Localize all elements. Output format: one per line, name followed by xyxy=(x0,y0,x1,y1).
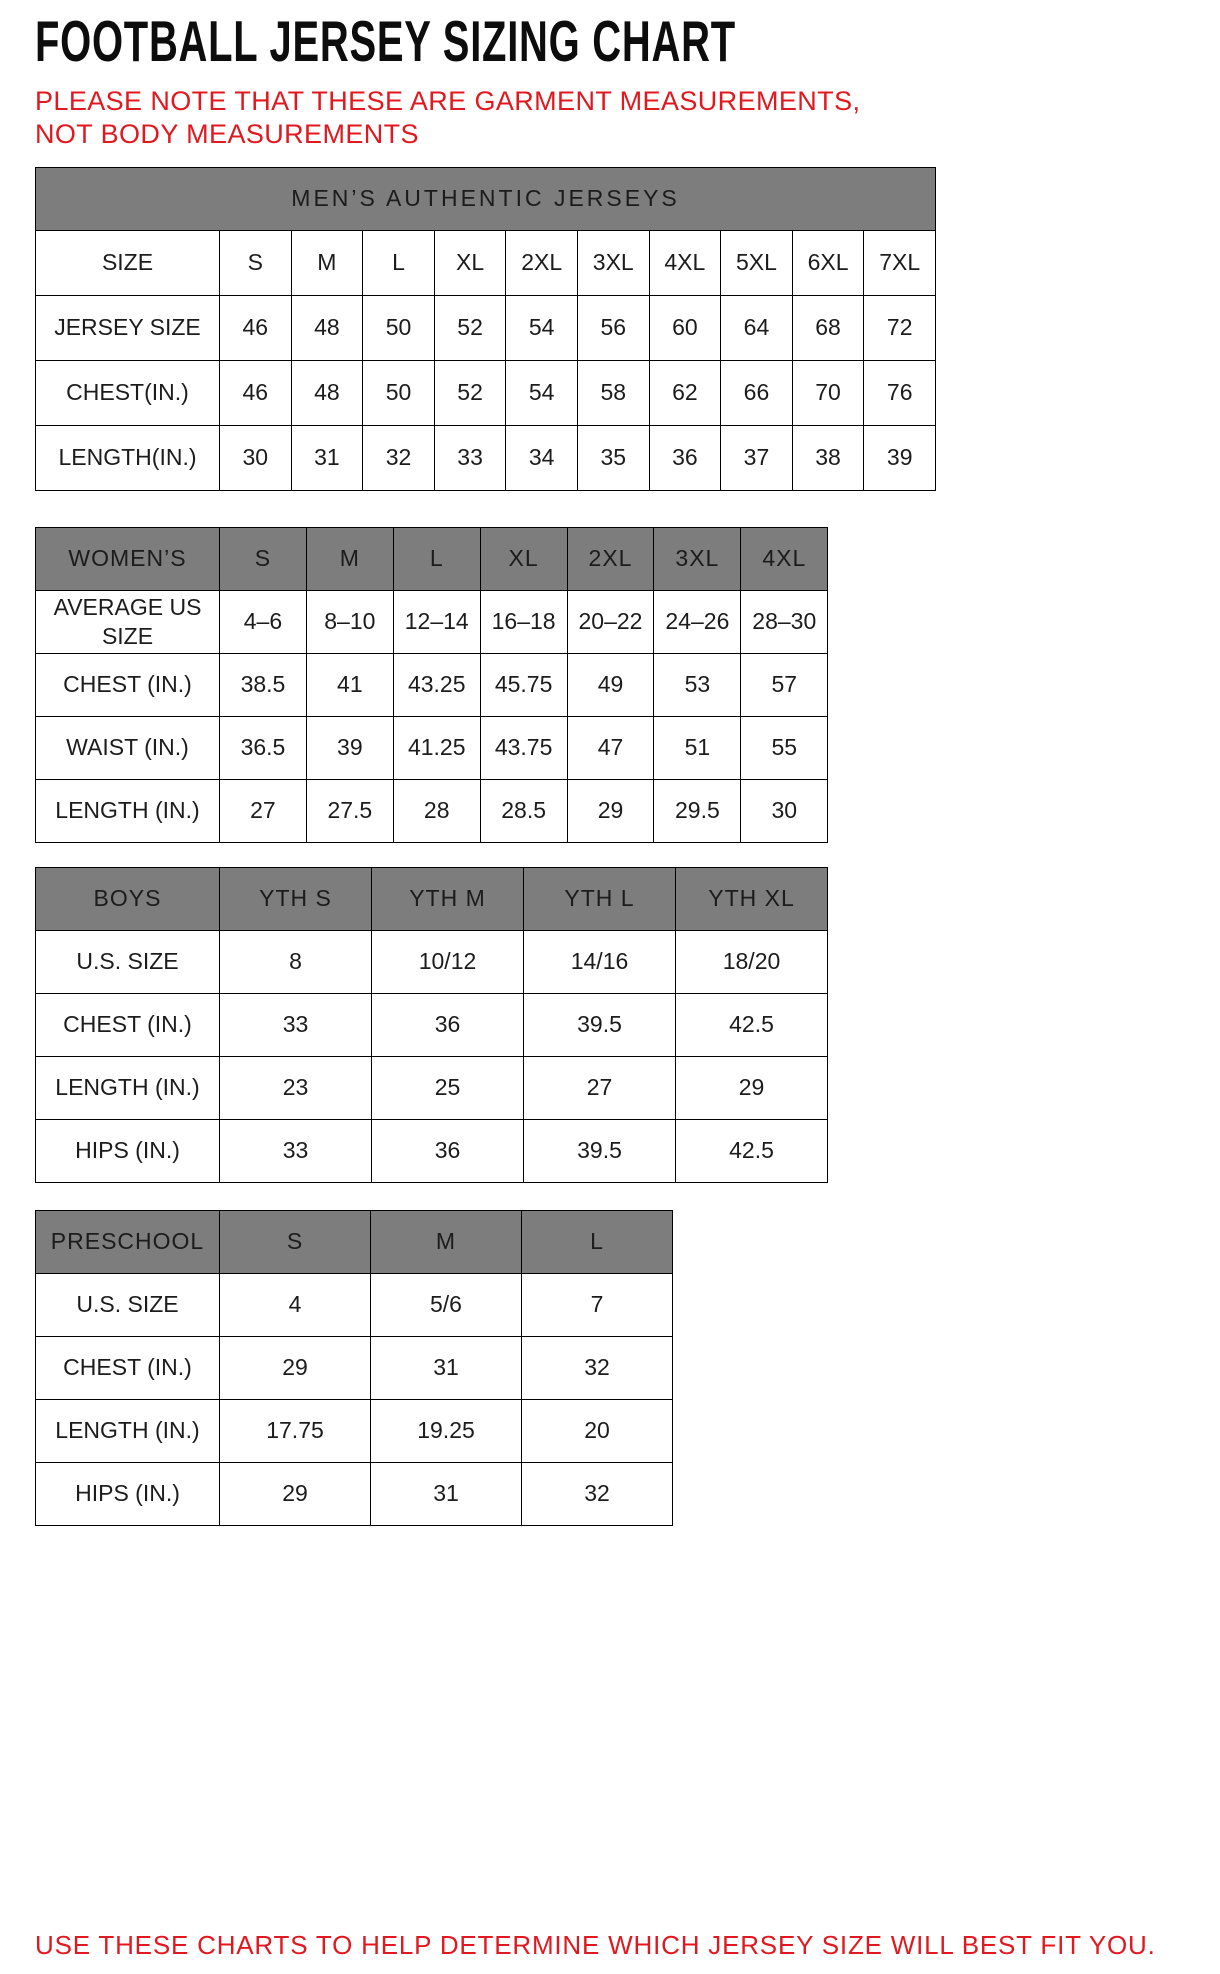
banner-row xyxy=(36,167,936,230)
row-label: LENGTH (IN.) xyxy=(36,1399,220,1462)
row-label: U.S. SIZE xyxy=(36,930,220,993)
cell: 17.75 xyxy=(220,1399,371,1462)
cell: 62 xyxy=(649,360,721,425)
cell: 55 xyxy=(741,716,828,779)
column-header: YTH S xyxy=(220,867,372,930)
boys-sizing-table xyxy=(35,867,828,1183)
header-row xyxy=(36,867,828,930)
cell: 57 xyxy=(741,653,828,716)
cell: 31 xyxy=(291,425,363,490)
row-label: LENGTH (IN.) xyxy=(36,779,220,842)
cell: 3XL xyxy=(577,230,649,295)
cell: 12–14 xyxy=(393,590,480,653)
cell: 36.5 xyxy=(220,716,307,779)
cell: 5/6 xyxy=(371,1273,522,1336)
cell: M xyxy=(291,230,363,295)
column-header: 4XL xyxy=(741,527,828,590)
cell: 50 xyxy=(363,295,435,360)
cell: S xyxy=(220,230,292,295)
cell: 33 xyxy=(220,993,372,1056)
column-header: YTH M xyxy=(372,867,524,930)
cell: 39 xyxy=(864,425,936,490)
cell: 68 xyxy=(792,295,864,360)
cell: 42.5 xyxy=(676,993,828,1056)
cell: 39 xyxy=(306,716,393,779)
mens-banner: MEN’S AUTHENTIC JERSEYS xyxy=(36,167,936,230)
cell: 29 xyxy=(676,1056,828,1119)
cell: 48 xyxy=(291,360,363,425)
cell: 64 xyxy=(721,295,793,360)
cell: 39.5 xyxy=(524,1119,676,1182)
cell: 31 xyxy=(371,1336,522,1399)
cell: 32 xyxy=(522,1462,673,1525)
womens-header-label: WOMEN’S xyxy=(36,527,220,590)
cell: 29 xyxy=(220,1336,371,1399)
cell: 52 xyxy=(434,360,506,425)
cell: 25 xyxy=(372,1056,524,1119)
cell: 4 xyxy=(220,1273,371,1336)
row-label: LENGTH (IN.) xyxy=(36,1056,220,1119)
cell: 4–6 xyxy=(220,590,307,653)
cell: 37 xyxy=(721,425,793,490)
header-row xyxy=(36,1210,673,1273)
cell: 46 xyxy=(220,360,292,425)
garment-measurements-note: PLEASE NOTE THAT THESE ARE GARMENT MEASUREMENTS, NOT BODY MEASUREMENTS xyxy=(35,85,861,149)
cell: 10/12 xyxy=(372,930,524,993)
cell: 36 xyxy=(649,425,721,490)
cell: 28–30 xyxy=(741,590,828,653)
table-row xyxy=(36,1462,673,1525)
cell: 7 xyxy=(522,1273,673,1336)
cell: 58 xyxy=(577,360,649,425)
cell: 14/16 xyxy=(524,930,676,993)
cell: 29.5 xyxy=(654,779,741,842)
cell: 72 xyxy=(864,295,936,360)
column-header: YTH XL xyxy=(676,867,828,930)
cell: 70 xyxy=(792,360,864,425)
row-label: AVERAGE US SIZE xyxy=(36,590,220,653)
table-row xyxy=(36,1056,828,1119)
cell: 35 xyxy=(577,425,649,490)
cell: 34 xyxy=(506,425,578,490)
table-row xyxy=(36,653,828,716)
cell: L xyxy=(363,230,435,295)
row-label: SIZE xyxy=(36,230,220,295)
cell: 27.5 xyxy=(306,779,393,842)
table-row xyxy=(36,1336,673,1399)
cell: 36 xyxy=(372,1119,524,1182)
cell: 45.75 xyxy=(480,653,567,716)
column-header: M xyxy=(306,527,393,590)
column-header: 3XL xyxy=(654,527,741,590)
table-row xyxy=(36,425,936,490)
cell: 38 xyxy=(792,425,864,490)
column-header: YTH L xyxy=(524,867,676,930)
cell: 16–18 xyxy=(480,590,567,653)
cell: 39.5 xyxy=(524,993,676,1056)
column-header: M xyxy=(371,1210,522,1273)
cell: 19.25 xyxy=(371,1399,522,1462)
cell: 29 xyxy=(220,1462,371,1525)
column-header: L xyxy=(522,1210,673,1273)
table-row xyxy=(36,1119,828,1182)
row-label: HIPS (IN.) xyxy=(36,1119,220,1182)
cell: 54 xyxy=(506,360,578,425)
footer-note: USE THESE CHARTS TO HELP DETERMINE WHICH JERSEY SIZE WILL BEST FIT YOU. xyxy=(35,1930,1156,1960)
table-row xyxy=(36,779,828,842)
row-label: CHEST(IN.) xyxy=(36,360,220,425)
cell: 42.5 xyxy=(676,1119,828,1182)
cell: 28 xyxy=(393,779,480,842)
cell: 38.5 xyxy=(220,653,307,716)
cell: 60 xyxy=(649,295,721,360)
table-row xyxy=(36,1399,673,1462)
cell: 50 xyxy=(363,360,435,425)
cell: 76 xyxy=(864,360,936,425)
row-label: U.S. SIZE xyxy=(36,1273,220,1336)
cell: 36 xyxy=(372,993,524,1056)
column-header: XL xyxy=(480,527,567,590)
page-title: FOOTBALL JERSEY SIZING CHART xyxy=(35,10,736,74)
cell: 43.75 xyxy=(480,716,567,779)
boys-header-label: BOYS xyxy=(36,867,220,930)
cell: 8–10 xyxy=(306,590,393,653)
table-row xyxy=(36,1273,673,1336)
row-label: CHEST (IN.) xyxy=(36,1336,220,1399)
cell: 2XL xyxy=(506,230,578,295)
cell: XL xyxy=(434,230,506,295)
cell: 54 xyxy=(506,295,578,360)
cell: 53 xyxy=(654,653,741,716)
preschool-header-label: PRESCHOOL xyxy=(36,1210,220,1273)
table-row xyxy=(36,930,828,993)
cell: 8 xyxy=(220,930,372,993)
cell: 4XL xyxy=(649,230,721,295)
row-label: WAIST (IN.) xyxy=(36,716,220,779)
cell: 33 xyxy=(220,1119,372,1182)
row-label: LENGTH(IN.) xyxy=(36,425,220,490)
cell: 32 xyxy=(522,1336,673,1399)
table-row xyxy=(36,716,828,779)
preschool-sizing-table xyxy=(35,1210,673,1526)
cell: 56 xyxy=(577,295,649,360)
cell: 23 xyxy=(220,1056,372,1119)
cell: 48 xyxy=(291,295,363,360)
cell: 30 xyxy=(220,425,292,490)
cell: 49 xyxy=(567,653,654,716)
cell: 47 xyxy=(567,716,654,779)
cell: 27 xyxy=(524,1056,676,1119)
column-header: S xyxy=(220,527,307,590)
table-row xyxy=(36,295,936,360)
table-row xyxy=(36,590,828,653)
cell: 46 xyxy=(220,295,292,360)
row-label: CHEST (IN.) xyxy=(36,653,220,716)
cell: 20 xyxy=(522,1399,673,1462)
mens-authentic-jerseys-table xyxy=(35,167,936,491)
cell: 66 xyxy=(721,360,793,425)
cell: 43.25 xyxy=(393,653,480,716)
cell: 51 xyxy=(654,716,741,779)
womens-sizing-table xyxy=(35,527,828,843)
table-row xyxy=(36,993,828,1056)
cell: 41 xyxy=(306,653,393,716)
header-row xyxy=(36,527,828,590)
cell: 24–26 xyxy=(654,590,741,653)
row-label: CHEST (IN.) xyxy=(36,993,220,1056)
column-header: L xyxy=(393,527,480,590)
column-header: 2XL xyxy=(567,527,654,590)
cell: 6XL xyxy=(792,230,864,295)
cell: 30 xyxy=(741,779,828,842)
cell: 28.5 xyxy=(480,779,567,842)
column-header: S xyxy=(220,1210,371,1273)
cell: 5XL xyxy=(721,230,793,295)
row-label: HIPS (IN.) xyxy=(36,1462,220,1525)
cell: 27 xyxy=(220,779,307,842)
cell: 18/20 xyxy=(676,930,828,993)
cell: 20–22 xyxy=(567,590,654,653)
cell: 32 xyxy=(363,425,435,490)
cell: 7XL xyxy=(864,230,936,295)
cell: 31 xyxy=(371,1462,522,1525)
cell: 33 xyxy=(434,425,506,490)
cell: 52 xyxy=(434,295,506,360)
cell: 29 xyxy=(567,779,654,842)
row-label: JERSEY SIZE xyxy=(36,295,220,360)
cell: 41.25 xyxy=(393,716,480,779)
table-row xyxy=(36,230,936,295)
table-row xyxy=(36,360,936,425)
